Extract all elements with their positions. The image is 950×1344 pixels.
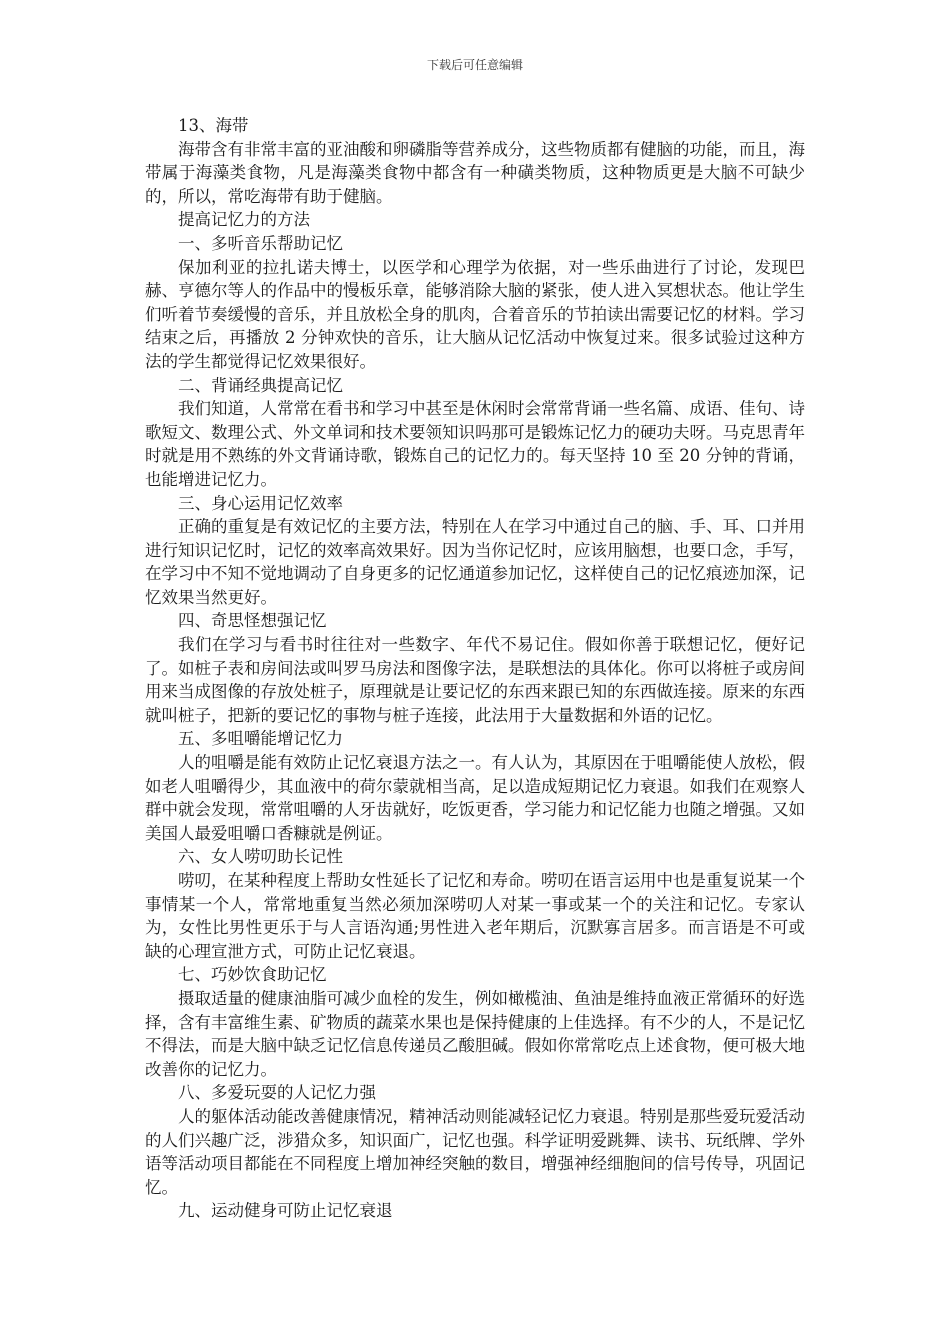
paragraph: 我们在学习与看书时往往对一些数字、年代不易记住。假如你善于联想记忆，便好记了。如桩子表和房间法或叫罗马房法和图像字法，是联想法的具体化。你可以将桩子或房间用来当成图像的存放处桩子，原理就是让要记忆的东西来跟已知的东西做连接。原来的东西就叫桩子，把新的要记忆的事物与桩子连接，此法用于大量数据和外语的记忆。	[145, 635, 805, 725]
document-body	[145, 114, 805, 1223]
section-heading: 13、海带	[178, 116, 249, 135]
section-heading: 四、奇思怪想强记忆	[178, 611, 327, 631]
paragraph: 人的躯体活动能改善健康情况，精神活动则能减轻记忆力衰退。特别是那些爱玩爱活动的人们兴趣广泛，涉猎众多，知识面广，记忆也强。科学证明爱跳舞、读书、玩纸牌、学外语等活动项目都能在不同程度上增加神经突触的数目，增强神经细胞间的信号传导，巩固记忆。	[145, 1106, 805, 1197]
section-heading: 九、运动健身可防止记忆衰退	[178, 1201, 393, 1221]
section-heading: 七、巧妙饮食助记忆	[178, 965, 327, 985]
section-heading: 二、背诵经典提高记忆	[178, 375, 343, 395]
section-heading: 三、身心运用记忆效率	[178, 493, 343, 513]
paragraph: 人的咀嚼是能有效防止记忆衰退方法之一。有人认为，其原因在于咀嚼能使人放松，假如老人咀嚼得少，其血液中的荷尔蒙就相当高，足以造成短期记忆力衰退。如我们在观察人群中就会发现，常常咀嚼的人牙齿就好，吃饭更香，学习能力和记忆能力也随之增强。又如美国人最爱咀嚼口香糠就是例证。	[145, 753, 805, 843]
paragraph: 摄取适量的健康油脂可减少血栓的发生，例如橄榄油、鱼油是维持血液正常循环的好选择，含有丰富维生素、矿物质的蔬菜水果也是保持健康的上佳选择。有不少的人，不是记忆不得法，而是大脑中缺乏记忆信息传递员乙酸胆碱。假如你常常吃点上述食物，便可极大地改善你的记忆力。	[145, 988, 805, 1079]
paragraph: 唠叨，在某种程度上帮助女性延长了记忆和寿命。唠叨在语言运用中也是重复说某一个事情某一个人，常常地重复当然必须加深唠叨人对某一事或某一个的关注和记忆。专家认为，女性比男性更乐于与人言语沟通;男性进入老年期后，沉默寡言居多。而言语是不可或缺的心理宣泄方式，可防止记忆衰退。	[145, 871, 805, 961]
section-heading: 提高记忆力的方法	[178, 210, 310, 230]
paragraph: 海带含有非常丰富的亚油酸和卵磷脂等营养成分，这些物质都有健脑的功能，而且，海带属于海藻类食物，凡是海藻类食物中都含有一种磺类物质，这种物质更是大脑不可缺少的，所以，常吃海带有助于健脑。	[145, 139, 805, 206]
section-heading: 六、女人唠叨助长记性	[178, 847, 343, 867]
section-heading: 八、多爱玩耍的人记忆力强	[178, 1083, 376, 1103]
paragraph: 正确的重复是有效记忆的主要方法，特别在人在学习中通过自己的脑、手、耳、口并用进行知识记忆时，记忆的效率高效果好。因为当你记忆时，应该用脑想，也要口念，手写，在学习中不知不觉地调动了自身更多的记忆通道参加记忆，这样使自己的记忆痕迹加深，记忆效果当然更好。	[145, 517, 805, 607]
page-header: 下载后可任意编辑	[426, 58, 523, 72]
section-heading: 五、多咀嚼能增记忆力	[178, 729, 343, 749]
paragraph: 我们知道，人常常在看书和学习中甚至是休闲时会常常背诵一些名篇、成语、佳句、诗歌短文、数理公式、外文单词和技术要领知识吗那可是锻炼记忆力的硬功夫呀。马克思青年时就是用不熟练的外文背诵诗歌，锻炼自己的记忆力的。每天坚持 10 至 20 分钟的背诵，也能增进记忆力。	[145, 399, 805, 489]
paragraph: 保加利亚的拉扎诺夫博士，以医学和心理学为依据，对一些乐曲进行了讨论，发现巴赫、亨德尔等人的作品中的慢板乐章，能够消除大脑的紧张，使人进入冥想状态。他让学生们听着节奏缓慢的音乐，并且放松全身的肌肉，合着音乐的节拍读出需要记忆的材料。学习结束之后，再播放 2 分钟欢快的音乐，让大脑从记忆活动中恢复过来。很多试验过这种方法的学生都觉得记忆效果很好。	[145, 257, 805, 371]
section-heading: 一、多听音乐帮助记忆	[178, 233, 343, 253]
